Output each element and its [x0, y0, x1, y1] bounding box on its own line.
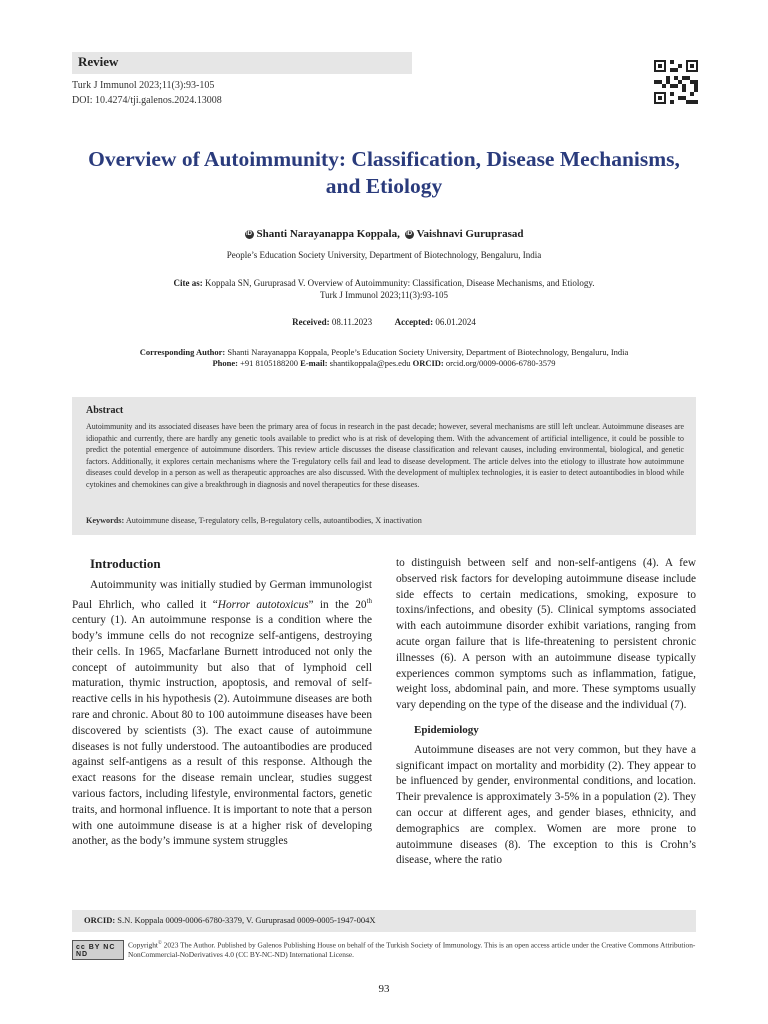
epidemiology-paragraph: Autoimmune diseases are not very common, but they have a significant impact on mortality and morbidity (2). They appear to be influenced by gender, environmental conditions, and location. Their prevalence is approximately 3-5% in a population (2). They can occur at different ages, and gender biases, ethnicity, and demographics are complex. Women are more prone to autoimmune diseases (8). The exception to this is Crohn’s disease, where the ratio [396, 743, 696, 867]
intro-text-sup: th [366, 596, 373, 605]
orcid-icon[interactable]: iD [406, 230, 413, 237]
keywords [86, 516, 684, 525]
keywords-label: Keywords: [86, 516, 125, 525]
abstract-text: Autoimmunity and its associated diseases have been the primary area of focus in research in the past decade; however, several mechanisms are still left unclear. Autoimmune diseases are idiopathic and currently, there are hardly any genetic tools available to predict who is at risk of developing them. With the advancement of artificial intelligence, it could be possible to predict the potential emergence of autoimmune disorders. This review article discusses the disease classification and relevant causes, including environmental, biological, and genetic factors. Additionally, it explores certain mechanisms where the T-regulatory cells fail and lead to disease development. The article delves into the etiology to illustrate how autoimmune diseases could develop in a person as well as therapeutic approaches are also discussed. With the development of multiplex technologies, it is easier to detect autoantibodies in blood while cytokines and chemokines can give a breakthrough in diagnosis and novel therapeutics for these diseases. [86, 422, 684, 489]
orcid-footer-text: S.N. Koppala 0009-0006-6780-3379, V. Guruprasad 0009-0005-1947-004X [117, 915, 376, 925]
epidemiology-heading: Epidemiology [414, 723, 479, 736]
copyright-text: 2023 The Author. Published by Galenos Publishing House on behalf of the Turkish Society of Immunology. This is an open access article under the Creative Commons Attribution-NonCommercial-NoDerivatives 4.0 (CC BY-NC-ND) International License. [128, 940, 696, 960]
section-label: Review [78, 54, 119, 69]
cc-license-badge-icon [72, 940, 124, 960]
right-column [396, 556, 696, 869]
keywords-text: Autoimmune disease, T-regulatory cells, B-regulatory cells, autoantibodies, X inactivation [125, 516, 422, 525]
accepted-label: Accepted: [394, 317, 434, 327]
email-value[interactable]: shantikoppala@pes.edu [329, 358, 411, 368]
corresponding-label: Corresponding Author: [139, 347, 226, 357]
author-2: Vaishnavi Guruprasad [416, 228, 524, 240]
affiliation: People’s Education Society University, Department of Biotechnology, Bengaluru, India [226, 250, 542, 260]
orcid-footer-label: ORCID: [84, 915, 116, 925]
orcid-footer-bar [72, 910, 696, 932]
corresponding-author [60, 347, 708, 369]
article-title-line-1: Overview of Autoimmunity: Classification, Disease Mechanisms, [88, 147, 680, 171]
orcid-value[interactable]: orcid.org/0009-0006-6780-3579 [445, 358, 556, 368]
orcid-footer [84, 915, 376, 925]
journal-citation: Turk J Immunol 2023;11(3):93-105 [72, 80, 215, 91]
received-date: 08.11.2023 [331, 317, 373, 327]
orcid-icon[interactable]: iD [246, 230, 252, 237]
email-label: E-mail: [300, 358, 328, 368]
received-label: Received: [292, 317, 330, 327]
doi[interactable]: DOI: 10.4274/tji.galenos.2024.13008 [72, 95, 222, 106]
corresponding-text: Shanti Narayanappa Koppala, People’s Education Society University, Department of Biotechnology, Bengaluru, India [227, 347, 629, 357]
right-paragraph-continued: to distinguish between self and non-self-antigens (4). A few observed risk factors for developing autoimmune disease include side effects to certain medications, smoking, exposure to toxins/infections, and obesity (5). Clinical symptoms associated with each autoimmune disorder exhibit variations, ranging from acute organ failure that is life-threatening to persistent chronic illnesses (6). A person with an autoimmune disease typically experiences common symptoms such as inflammation, fatigue, weight loss, abdominal pain, and more. These symptoms usually vary depending on the type of the disease and the individual (7). [396, 557, 696, 712]
abstract-box [72, 397, 696, 535]
article-title [60, 146, 708, 200]
author-list [60, 228, 708, 240]
copyright-notice: Copyright© 2023 The Author. Published by Galenos Publishing House on behalf of the Turkish Society of Immunology. This is an open access article under the Creative Commons Attribution-NonCommercial-NoDerivatives 4.0 (CC BY-NC-ND) International License. [128, 940, 696, 960]
phone-value: +91 8105188200 [240, 358, 299, 368]
intro-text-b: ” in the 20 [308, 598, 367, 611]
intro-text-c: century (1). An autoimmune response is a condition where the body’s immune cells do not recognize self-antigens, destroying their cells. In 1965, Macfarlane Burnett introduced not only the concept of autoimmunity but also that of lymphoid cell maturation, thymic instruction, apoptosis, and removal of self-reactive cells in his hypothesis (2). Autoimmune diseases are both rare and chronic. About 80 to 100 autoimmune diseases have been discovered by scientists (3). The exact cause of autoimmune diseases is not fully understood. The autoantibodies are produced against self-antigens as a result of this response. Although the exact reasons for the disease remain unclear, studies suggest various factors, including lifestyle, environmental factors, genetic traits, and hormonal influence. It is important to note that a person with one autoimmune disease is at a higher risk of developing another, as the body’s immune system struggles [72, 614, 372, 848]
article-title-line-2: and Etiology [325, 174, 443, 198]
accepted-date: 06.01.2024 [435, 317, 476, 327]
article-dates [60, 317, 708, 327]
left-column [72, 556, 372, 850]
cite-as-line-2: Turk J Immunol 2023;11(3):93-105 [319, 290, 449, 300]
section-label-bar [72, 52, 412, 74]
intro-text-a: Autoimmunity was initially studied by German immunologist Paul Ehrlich, who called it “ [72, 578, 372, 611]
cc-badge-text: cc BY NC ND [76, 944, 116, 958]
phone-label: Phone: [212, 358, 238, 368]
copyright-label: Copyright [128, 940, 158, 950]
qr-code-icon [654, 60, 698, 104]
cite-as-label: Cite as: [173, 278, 203, 288]
intro-text-italic: Horror autotoxicus [217, 598, 309, 611]
cite-as [60, 277, 708, 301]
abstract-title: Abstract [86, 405, 124, 416]
cite-as-line-1: Koppala SN, Guruprasad V. Overview of Autoimmunity: Classification, Disease Mechanisms, and Etiology. [204, 278, 595, 288]
orcid-label: ORCID: [412, 358, 444, 368]
page-number: 93 [378, 983, 390, 995]
author-1: Shanti Narayanappa Koppala, [256, 228, 400, 240]
introduction-paragraph [72, 578, 372, 850]
introduction-heading: Introduction [90, 556, 161, 571]
